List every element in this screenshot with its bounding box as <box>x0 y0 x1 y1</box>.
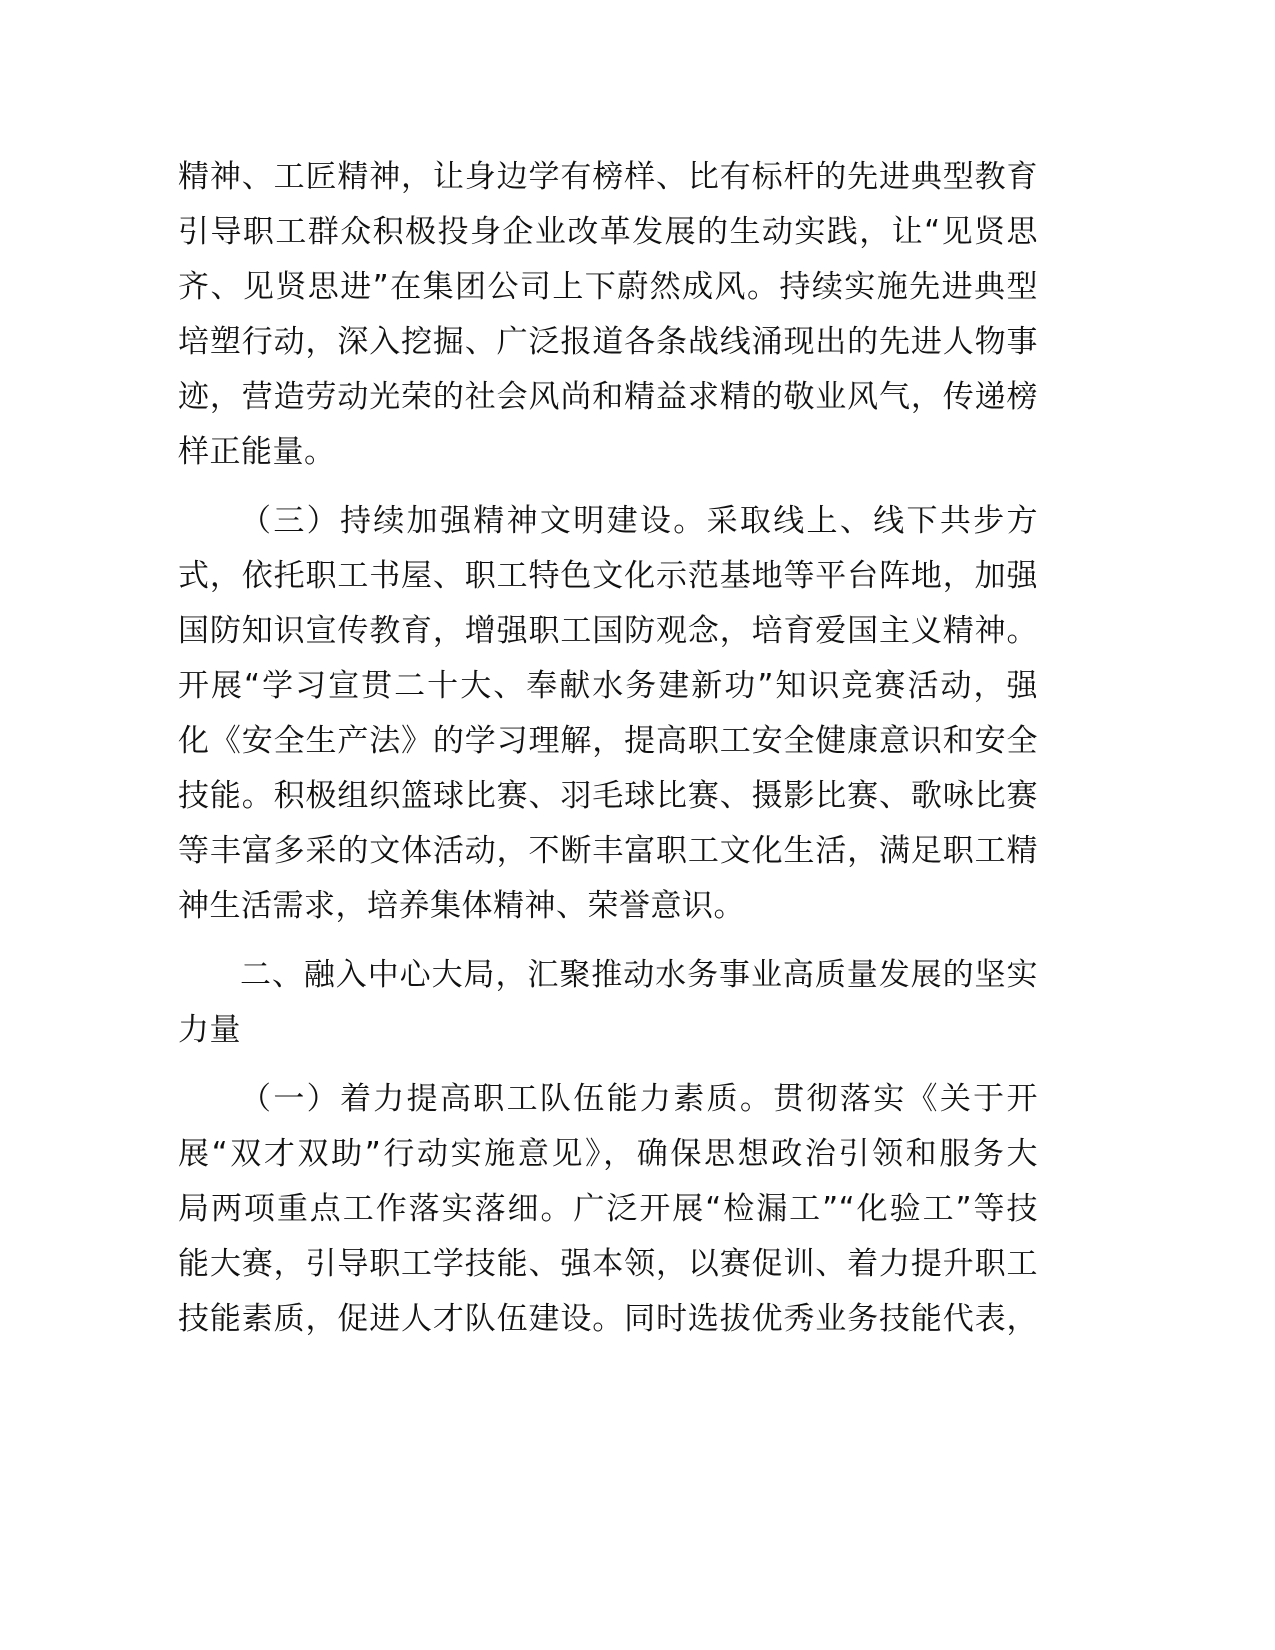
text-line: 样正能量。 <box>178 434 336 470</box>
text-line: 精神、工匠精神，让身边学有榜样、比有标杆的先进典型教育 <box>178 159 1038 195</box>
text-line: 神生活需求，培养集体精神、荣誉意识。 <box>178 888 745 924</box>
paragraph-workforce-ability <box>178 1072 1038 1347</box>
text-line: （一）着力提高职工队伍能力素质。贯彻落实《关于开 <box>240 1081 1038 1117</box>
paragraph-honors <box>178 150 1038 480</box>
text-line: 引导职工群众积极投身企业改革发展的生动实践，让“见贤思 <box>178 214 1038 250</box>
text-line: 迹，营造劳动光荣的社会风尚和精益求精的敬业风气，传递榜 <box>178 379 1038 415</box>
text-line: 技能素质，促进人才队伍建设。同时选拔优秀业务技能代表， <box>178 1301 1038 1337</box>
text-line: 技能。积极组织篮球比赛、羽毛球比赛、摄影比赛、歌咏比赛 <box>178 778 1038 814</box>
text-line: 化《安全生产法》的学习理解，提高职工安全健康意识和安全 <box>178 723 1038 759</box>
text-line: 展“双才双助”行动实施意见》，确保思想政治引领和服务大 <box>178 1136 1038 1172</box>
text-line: 等丰富多采的文体活动，不断丰富职工文化生活，满足职工精 <box>178 833 1038 869</box>
heading-line: 二、融入中心大局，汇聚推动水务事业高质量发展的坚实 <box>240 957 1038 993</box>
text-line: 齐、见贤思进”在集团公司上下蔚然成风。持续实施先进典型 <box>178 269 1038 305</box>
text-line: 培塑行动，深入挖掘、广泛报道各条战线涌现出的先进人物事 <box>178 324 1038 360</box>
text-line: 局两项重点工作落实落细。广泛开展“检漏工”“化验工”等技 <box>178 1191 1038 1227</box>
text-line: 式，依托职工书屋、职工特色文化示范基地等平台阵地，加强 <box>178 558 1038 594</box>
paragraph-spiritual-civilization <box>178 494 1038 934</box>
text-line: 开展“学习宣贯二十大、奉献水务建新功”知识竞赛活动，强 <box>178 668 1038 704</box>
document-body <box>178 150 1038 1361</box>
text-line: 能大赛，引导职工学技能、强本领，以赛促训、着力提升职工 <box>178 1246 1038 1282</box>
section-heading-two <box>178 948 1038 1058</box>
text-line: （三）持续加强精神文明建设。采取线上、线下共步方 <box>240 503 1038 539</box>
heading-line: 力量 <box>178 1012 241 1048</box>
text-line: 国防知识宣传教育，增强职工国防观念，培育爱国主义精神。 <box>178 613 1038 649</box>
